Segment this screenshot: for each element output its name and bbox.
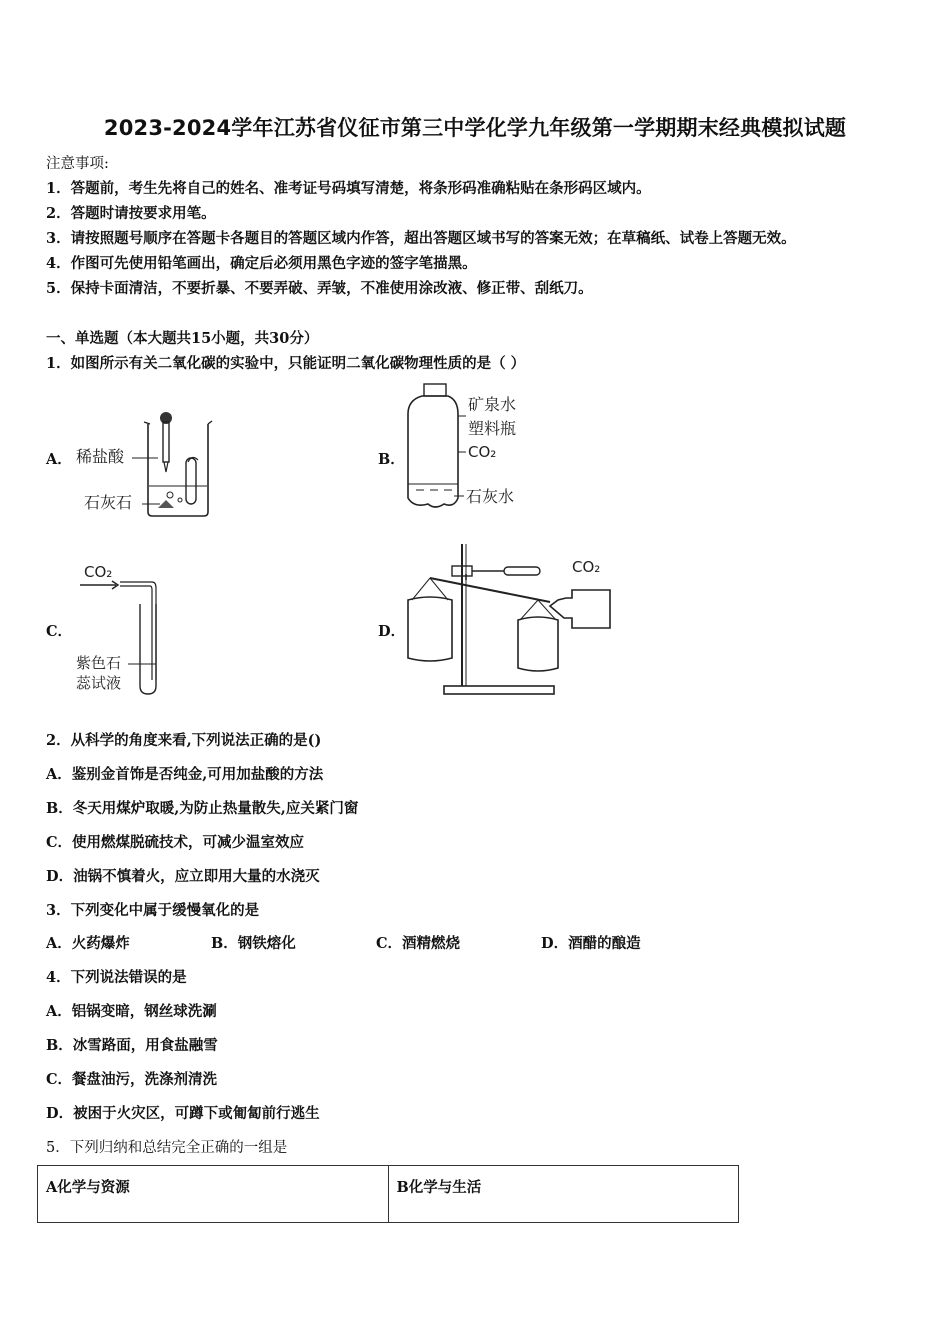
- q1-option-b-label: B．: [378, 451, 405, 468]
- q1-figure-b: [400, 380, 540, 515]
- notice-item-4: 4．作图可先使用铅笔画出，确定后必须用黑色字迹的签字笔描黑。: [46, 255, 477, 272]
- q5-stem: 5．下列归纳和总结完全正确的一组是: [46, 1140, 288, 1156]
- q1-option-c-label: C．: [46, 623, 73, 640]
- q1b-limewater-label: 石灰水: [466, 487, 515, 506]
- notice-item-5: 5．保持卡面清洁，不要折暴、不要弄破、弄皱，不准使用涂改液、修正带、刮纸刀。: [46, 280, 593, 297]
- q1b-bottle-label-2: 塑料瓶: [468, 419, 517, 438]
- q1-figure-c: [72, 560, 182, 700]
- q2-option-b: B．冬天用煤炉取暖,为防止热量散失,应关紧门窗: [46, 800, 359, 817]
- q1c-litmus-label-1: 紫色石: [76, 654, 122, 672]
- q5-table-header-b: B化学与生活: [388, 1166, 739, 1223]
- q4-option-b: B．冰雪路面，用食盐融雪: [46, 1037, 218, 1054]
- q3-option-d: D．酒醋的酿造: [541, 935, 641, 952]
- q2-stem: 2．从科学的角度来看,下列说法正确的是(): [46, 732, 322, 749]
- q4-option-c: C．餐盘油污，洗涤剂清洗: [46, 1071, 218, 1088]
- q2-option-a: A．鉴别金首饰是否纯金,可用加盐酸的方法: [46, 766, 324, 783]
- table-row: [38, 1166, 739, 1223]
- q1c-co2-label: CO₂: [84, 563, 113, 581]
- q1a-limestone-label: 石灰石: [84, 493, 133, 512]
- q4-option-d: D．被困于火灾区，可蹲下或匍匐前行逃生: [46, 1105, 320, 1122]
- q1d-co2-label: CO₂: [572, 558, 601, 576]
- q4-stem: 4．下列说法错误的是: [46, 969, 187, 986]
- q2-option-d: D．油锅不慎着火，应立即用大量的水浇灭: [46, 868, 320, 885]
- q1-figure-a: [70, 400, 220, 525]
- notice-item-1: 1．答题前，考生先将自己的姓名、准考证号码填写清楚，将条形码准确粘贴在条形码区域内。: [46, 180, 651, 197]
- q5-table: [37, 1165, 739, 1223]
- section-heading: 一、单选题（本大题共15小题，共30分）: [46, 330, 319, 347]
- q2-option-c: C．使用燃煤脱硫技术，可减少温室效应: [46, 834, 305, 851]
- q3-option-b: B．钢铁熔化: [211, 935, 296, 952]
- q3-option-c: C．酒精燃烧: [376, 935, 461, 952]
- q1-stem: 1．如图所示有关二氧化碳的实验中，只能证明二氧化碳物理性质的是（ ）: [46, 355, 526, 372]
- exam-title: 2023-2024学年江苏省仪征市第三中学化学九年级第一学期期末经典模拟试题: [103, 116, 847, 140]
- q1c-litmus-label-2: 蕊试液: [76, 674, 122, 692]
- q1a-acid-label: 稀盐酸: [76, 447, 125, 466]
- q1-figure-d: [400, 540, 630, 700]
- notice-heading: 注意事项:: [46, 156, 109, 172]
- q3-option-a: A．火药爆炸: [46, 935, 130, 952]
- q5-table-header-a: A化学与资源: [38, 1166, 389, 1223]
- q1-option-a-label: A．: [46, 451, 72, 468]
- q3-stem: 3．下列变化中属于缓慢氧化的是: [46, 902, 260, 919]
- q4-option-a: A．铝锅变暗，钢丝球洗涮: [46, 1003, 217, 1020]
- q1b-bottle-label-1: 矿泉水: [468, 395, 517, 414]
- notice-item-2: 2．答题时请按要求用笔。: [46, 205, 216, 222]
- notice-item-3: 3．请按照题号顺序在答题卡各题目的答题区域内作答，超出答题区域书写的答案无效；在草稿纸、试卷上答题无效。: [46, 230, 796, 247]
- q1b-co2-label: CO₂: [468, 443, 497, 461]
- q1-option-d-label: D．: [378, 623, 406, 640]
